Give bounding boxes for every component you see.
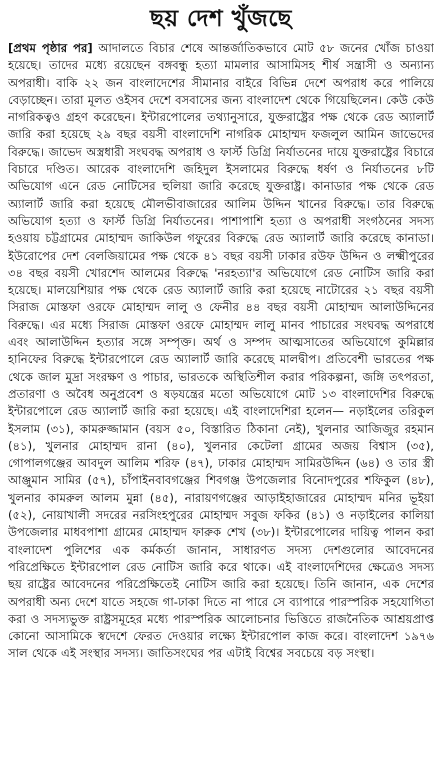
news-article xyxy=(8,4,434,771)
article-paragraph: আদালতে বিচার শেষে আন্তর্জাতিকভাবে মোট ৫৮ জনের খোঁজ চাওয়া হয়েছে। তাদের মধ্যে রয়েছেন বঙ্গবন্ধু হত্যা মামলার আসামিসহ শীর্ষ সন্ত্রাসী ও অন্যান্য অপরাধী। বাকি ২২ জন বাংলাদেশের সীমানার বাইরে বিভিন্ন দেশে অপরাধ করে পালিয়ে বেড়াচ্ছেন। তারা মূলত ওইসব দেশে বসবাসের জন্য বাংলাদেশ থেকে গিয়েছিলেন। কেউ কেউ নাগরিকত্বও গ্রহণ করেছেন। ইন্টারপোলের তথ্যানুসারে, যুক্তরাষ্ট্রের পক্ষ থেকে রেড অ্যালার্ট জারি করা হয়েছে ২৯ বছর বয়সী বাংলাদেশি নাগরিক মোহাম্মদ ফজলুল আমিন জাভেদের বিরুদ্ধে। জাভেদ অস্ত্রধারী সংঘবদ্ধ অপরাধ ও ফার্স্ট ডিগ্রি নির্যাতনের দায়ে যুক্তরাষ্ট্রের বিচারে বিচারে দণ্ডিত। আরেক বাংলাদেশি জহিদুল ইসলামের বিরুদ্ধে ধর্ষণ ও নির্যাতনের ৮টি অভিযোগ এনে রেড নোটিসের হুলিয়া জারি করেছে যুক্তরাষ্ট্র। কানাডার পক্ষ থেকে রেড অ্যালার্ট জারি করা হয়েছে মৌলভীবাজারের আলিম উদ্দিন খানের বিরুদ্ধে। তার বিরুদ্ধে অভিযোগ হত্যা ও ফার্স্ট ডিগ্রি নির্যাতনের। পাশাপাশি হত্যা ও অপরাধী সংগঠনের সদস্য হওয়ায় চট্টগ্রামের মোহাম্মদ জাকিউল গফুরের বিরুদ্ধে রেড অ্যালার্ট জারি করেছে কানাডা। ইউরোপের দেশ বেলজিয়ামের পক্ষ থেকে ৪১ বছর বয়সী ঢাকার রউফ উদ্দিন ও লক্ষ্মীপুরের ৩৪ বছর বয়সী খোরশেদ আলমের বিরুদ্ধে 'নরহত্যা'র অভিযোগে রেড নোটিস জারি করা হয়েছে। মালয়েশিয়ার পক্ষ থেকে রেড অ্যালার্ট জারি করা হয়েছে নাটোরের ২১ বছর বয়সী সিরাজ মোস্তফা ওরফে মোহাম্মদ লালু ও ফেনীর ৪৪ বছর বয়সী মোহাম্মদ আলাউদ্দিনের বিরুদ্ধে। এর মধ্যে সিরাজ মোস্তফা ওরফে মোহাম্মদ লালু মানব পাচারের সংঘবদ্ধ অপরাধে এবং আলাউদ্দিন হত্যার সঙ্গে সম্পৃক্ত। অর্থ ও সম্পদ আত্মসাতের অভিযোগে কুমিল্লার হানিফের বিরুদ্ধে ইন্টারপোলে রেড অ্যালার্ট জারি করেছে মালদ্বীপ। প্রতিবেশী ভারতের পক্ষ থেকে জাল মুদ্রা সংরক্ষণ ও পাচার, ভারতকে অস্থিতিশীল করার পরিকল্পনা, জঙ্গি তৎপরতা, প্রতারণা ও অবৈধ অনুপ্রবেশ ও ষড়যন্ত্রের মতো অভিযোগে মোট ১৩ বাংলাদেশির বিরুদ্ধে ইন্টারপোলে রেড অ্যালার্ট জারি করা হয়েছে। এই বাংলাদেশিরা হলেন— নড়াইলের তরিকুল ইসলাম (৩১), কামরুজ্জামান (বয়স ৫০, বিস্তারিত ঠিকানা নেই), খুলনার আজিজুর রহমান (৪১), খুলনার মোহাম্মদ রানা (৪০), খুলনার কেটেলা গ্রামের অজয় বিশ্বাস (৩৫), গোপালগঞ্জের আবদুল আলিম শরিফ (৪৭), ঢাকার মোহাম্মদ সামিরউদ্দিন (৬৪) ও তার স্ত্রী আঞ্জুমান সামির (৫৭), চাঁপাইনবাবগঞ্জের শিবগঞ্জ উপজেলার বিনোদপুরের শফিকুল (৪৮), খুলনার কামরুল আলম মুন্না (৪৫), নারায়ণগঞ্জের আড়াইহাজারের মোহাম্মদ মনির ভূইয়া (৫২), নোয়াখালী সদরের নরসিংহপুরের মোহাম্মদ সবুজ ফকির (৪১) ও নড়াইলের কালিয়া উপজেলার মাধবপাশা গ্রামের মোহাম্মদ ফারুক শেখ (৩৮)। ইন্টারপোলের দায়িত্ব পালন করা বাংলাদেশ পুলিশের এক কর্মকর্তা জানান, সাধারণত সদস্য দেশগুলোর আবেদনের পরিপ্রেক্ষিতে ইন্টারপোল রেড নোটিস জারি করে থাকে। এই বাংলাদেশিদের ক্ষেত্রেও সদস্য ছয় রাষ্ট্রের আবেদনের পরিপ্রেক্ষিতেই নোটিস জারি করা হয়েছে। তিনি জানান, এক দেশের অপরাধী অন্য দেশে যাতে সহজে গা-ঢাকা দিতে না পারে সে ব্যাপারে পারস্পরিক সহযোগিতা করা ও সদস্যভুক্ত রাষ্ট্রসমূহের মধ্যে পারস্পরিক আলোচনার ভিত্তিতে রাজনৈতিক আশ্রয়প্রাপ্ত কোনো আসামিকে স্বদেশে ফেরত দেওয়ার লক্ষ্যে ইন্টারপোল কাজ করে। বাংলাদেশ ১৯৭৬ সাল থেকে এই সংস্থার সদস্য। জাতিসংঘের পর এটাই বিশ্বের সবচেয়ে বড় সংস্থা। xyxy=(8,41,434,661)
article-headline: ছয় দেশ খুঁজছে xyxy=(150,5,292,32)
article-body xyxy=(8,40,434,771)
continued-from-tag: [প্রথম পৃষ্ঠার পর] xyxy=(8,41,93,55)
